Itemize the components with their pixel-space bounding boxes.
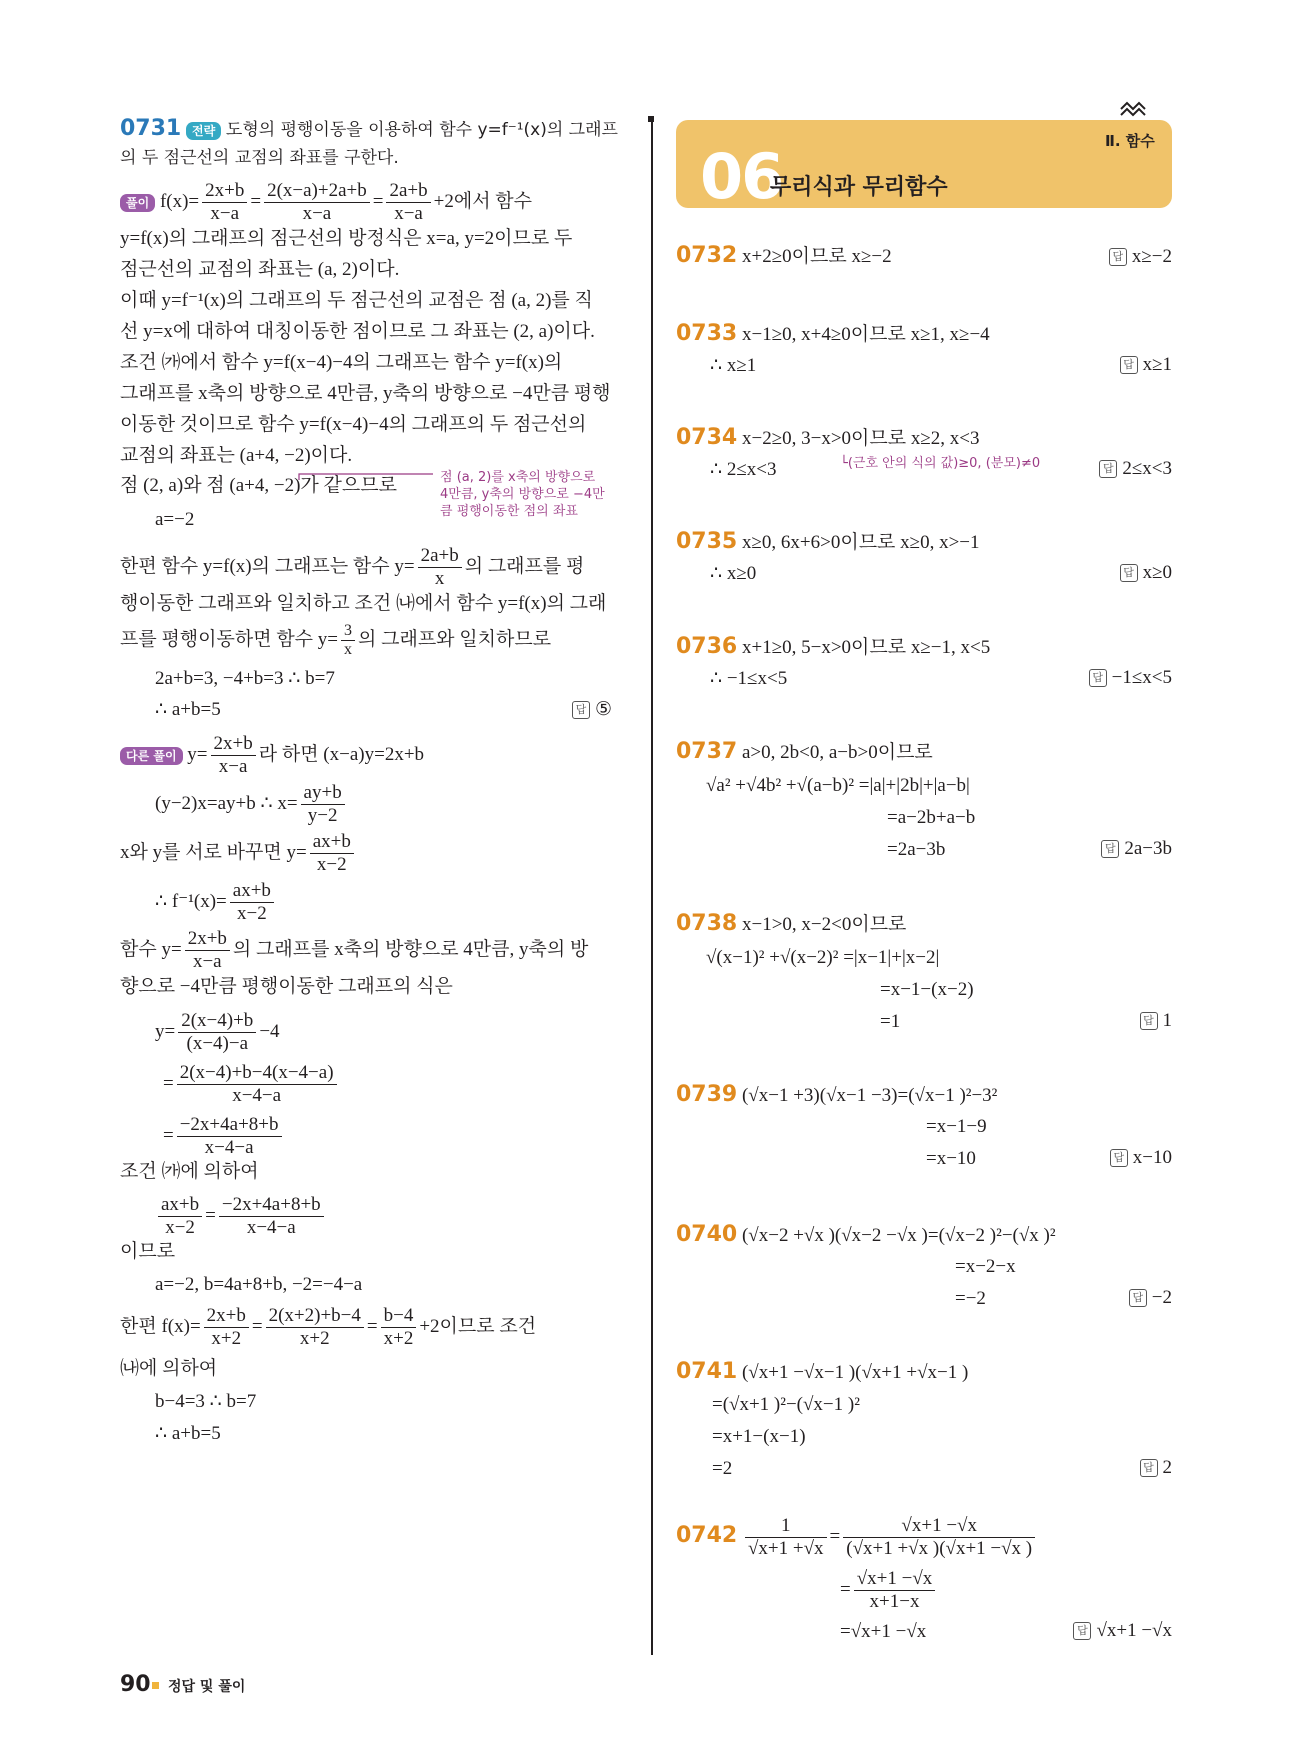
problem-number: 0737 [676, 739, 738, 764]
solution-line: y=f(x)의 그래프의 점근선의 방정식은 x=a, y=2이므로 두 [120, 228, 573, 249]
fraction: $\frac{ax+b}{x-2}$ [230, 880, 274, 925]
solution-line: ∴ x≥1 [710, 355, 757, 376]
problem-number: 0736 [676, 634, 738, 659]
problem-number: 0740 [676, 1222, 738, 1247]
solution-line: √(x−1)² +√(x−2)² =|x−1|+|x−2| [706, 947, 940, 968]
chevron-double-up-icon [1118, 100, 1148, 118]
alt-solution-tag: 다른 풀이 [120, 747, 183, 765]
column-divider [651, 117, 653, 1655]
problem-number: 0734 [676, 425, 738, 450]
solution-line: x−1≥0, x+4≥0이므로 x≥1, x≥−4 [741, 324, 990, 345]
answer: 답 x≥1 [1120, 354, 1172, 376]
text: f(x)= [159, 190, 200, 212]
answer-icon: 답 [572, 701, 590, 719]
fraction: $\frac{2x+b}{x-a}$ [185, 928, 230, 973]
margin-note: └(근호 안의 식의 값)≥0, (분모)≠0 [840, 456, 1041, 471]
solution-line: ∴ 2≤x<3 [710, 459, 777, 480]
solution-line: (√x−1 +3)(√x−1 −3)=(√x−1 )²−3² [741, 1085, 998, 1106]
solution-line: =−2 [955, 1288, 986, 1309]
solution-line: x−1>0, x−2<0이므로 [741, 914, 907, 935]
strategy-tag: 전략 [186, 122, 221, 140]
solution-line: 향으로 −4만큼 평행이동한 그래프의 식은 [120, 976, 453, 997]
fraction: $\frac{2(x-a)+2a+b}{x-a}$ [264, 180, 370, 225]
problem-number: 0732 [676, 243, 738, 268]
answer-icon: 답 [1140, 1012, 1158, 1030]
solution-line: ㈏에 의하여 [120, 1358, 218, 1379]
problem-number: 0735 [676, 529, 738, 554]
answer-icon: 답 [1129, 1289, 1147, 1307]
answer-icon: 답 [1089, 669, 1107, 687]
fraction: $\frac{ax+b}{x-2}$ [158, 1194, 202, 1239]
fraction: $\frac{2x+b}{x+2}$ [204, 1305, 249, 1350]
answer-icon: 답 [1110, 1149, 1128, 1167]
page-number: 90 [120, 1672, 151, 1697]
fraction: $\frac{ax+b}{x-2}$ [310, 831, 354, 876]
answer-icon: 답 [1140, 1459, 1158, 1477]
footer-square [152, 1682, 159, 1689]
answer: 답 ⑤ [572, 698, 612, 721]
solution-line: =(√x+1 )²−(√x−1 )² [712, 1394, 860, 1415]
note-pointer [297, 470, 437, 482]
solution-line: ∴ x≥0 [710, 563, 757, 584]
strategy-text: 도형의 평행이동을 이용하여 함수 y=f⁻¹(x)의 그래프 [225, 120, 618, 140]
solution-line: 그래프를 x축의 방향으로 4만큼, y축의 방향으로 −4만큼 평행 [120, 383, 611, 404]
solution-line: 선 y=x에 대하여 대칭이동한 점이므로 그 좌표는 (2, a)이다. [120, 321, 595, 342]
fraction: $\frac{-2x+4a+8+b}{x-4-a}$ [219, 1194, 324, 1239]
answer-icon: 답 [1109, 248, 1127, 266]
solution-line: =a−2b+a−b [887, 807, 976, 828]
solution-line: ∴ −1≤x<5 [710, 668, 788, 689]
solution-line: a>0, 2b<0, a−b>0이므로 [741, 742, 933, 763]
solution-line: x+1≥0, 5−x>0이므로 x≥−1, x<5 [741, 637, 991, 658]
solution-line: a=−2 [155, 509, 195, 530]
solution-line: =x−1−9 [926, 1116, 987, 1137]
solution-line: =√x+1 −√x [840, 1621, 927, 1642]
strategy-text: 의 두 점근선의 교점의 좌표를 구한다. [120, 148, 399, 168]
answer: 답 −1≤x<5 [1089, 667, 1172, 689]
section-label: Ⅱ. 함수 [1105, 132, 1155, 150]
fraction: $\frac{b-4}{x+2}$ [381, 1305, 417, 1350]
solution-line: 이므로 [120, 1241, 176, 1262]
fraction: $\frac{√x+1 -√x}{(√x+1 +√x )(√x+1 -√x )}$ [843, 1515, 1035, 1560]
problem-number: 0739 [676, 1082, 738, 1107]
answer: 답 √x+1 −√x [1073, 1620, 1172, 1642]
solution-tag: 풀이 [120, 194, 155, 212]
text: 의 그래프를 평 [464, 555, 585, 577]
answer: 답 x≥0 [1120, 562, 1172, 584]
solution-line: =x+1−(x−1) [712, 1426, 806, 1447]
fraction: $\frac{2a+b}{x-a}$ [386, 180, 430, 225]
answer-icon: 답 [1120, 564, 1138, 582]
answer-icon: 답 [1099, 460, 1117, 478]
solution-line: ∴ a+b=5 [155, 699, 221, 720]
answer: 답 −2 [1129, 1287, 1172, 1309]
fraction: $\frac{2(x-4)+b-4(x-4-a)}{x-4-a}$ [177, 1062, 337, 1107]
text: 의 그래프와 일치하므로 [358, 628, 552, 650]
solution-line: √a² +√4b² +√(a−b)² =|a|+|2b|+|a−b| [706, 775, 970, 796]
solution-line: 교점의 좌표는 (a+4, −2)이다. [120, 445, 353, 466]
chapter-title: 무리식과 무리함수 [770, 175, 948, 200]
solution-line: 이동한 것이므로 함수 y=f(x−4)−4의 그래프의 두 점근선의 [120, 414, 587, 435]
solution-line: 2a+b=3, −4+b=3 ∴ b=7 [155, 668, 335, 689]
answer: 답 2 [1140, 1457, 1173, 1479]
solution-line: b−4=3 ∴ b=7 [155, 1391, 257, 1412]
solution-line: =2 [712, 1458, 733, 1479]
solution-line: ∴ a+b=5 [155, 1423, 221, 1444]
solution-line: =1 [880, 1011, 901, 1032]
fraction: $\frac{2(x-4)+b}{(x-4)-a}$ [178, 1010, 256, 1055]
solution-line: x−2≥0, 3−x>0이므로 x≥2, x<3 [741, 428, 980, 449]
margin-note: 점 (a, 2)를 x축의 방향으로 4만큼, y축의 방향으로 −4만 큼 평행이동한 점의 좌표 [440, 470, 605, 519]
solution-line: x≥0, 6x+6>0이므로 x≥0, x>−1 [741, 532, 980, 553]
solution-line: 이때 y=f⁻¹(x)의 그래프의 두 점근선의 교점은 점 (a, 2)를 직 [120, 290, 593, 311]
problem-number: 0731 [120, 116, 182, 141]
problem-number: 0741 [676, 1359, 738, 1384]
chapter-number: 06 [700, 140, 783, 213]
answer-icon: 답 [1101, 840, 1119, 858]
solution-line: 점 (2, a)와 점 (a+4, −2)가 같으므로 [120, 475, 397, 496]
answer: 답 1 [1140, 1010, 1173, 1032]
fraction: $\frac{3}{x}$ [341, 622, 355, 659]
divider-dot [648, 116, 654, 122]
fraction: $\frac{2x+b}{x-a}$ [211, 733, 256, 778]
answer-icon: 답 [1073, 1622, 1091, 1640]
solution-line: (√x−2 +√x )(√x−2 −√x )=(√x−2 )²−(√x )² [741, 1225, 1056, 1246]
fraction: $\frac{2x+b}{x-a}$ [202, 180, 247, 225]
fraction: $\frac{-2x+4a+8+b}{x-4-a}$ [177, 1114, 282, 1159]
solution-line: =x−1−(x−2) [880, 979, 974, 1000]
footer-label: 정답 및 풀이 [168, 1679, 246, 1695]
solution-line: =2a−3b [887, 839, 946, 860]
answer: 답 2a−3b [1101, 838, 1172, 860]
solution-line: 조건 ㈎에 의하여 [120, 1161, 259, 1182]
problem-number: 0733 [676, 321, 738, 346]
text: 한편 함수 y=f(x)의 그래프는 함수 y= [120, 555, 415, 577]
problem-number: 0738 [676, 911, 738, 936]
solution-line: =x−10 [926, 1148, 976, 1169]
solution-line: x+2≥0이므로 x≥−2 [741, 246, 892, 267]
fraction: $\frac{2a+b}{x}$ [418, 545, 462, 590]
problem-number: 0742 [676, 1522, 738, 1548]
solution-line: 행이동한 그래프와 일치하고 조건 ㈏에서 함수 y=f(x)의 그래 [120, 593, 607, 614]
text: +2에서 함수 [433, 190, 533, 212]
answer-icon: 답 [1120, 356, 1138, 374]
fraction: $\frac{1}{√x+1 +√x}$ [745, 1515, 827, 1560]
fraction: $\frac{√x+1 -√x}{x+1-x}$ [854, 1568, 936, 1613]
text: 프를 평행이동하면 함수 y= [120, 628, 339, 650]
solution-line: 점근선의 교점의 좌표는 (a, 2)이다. [120, 259, 400, 280]
solution-line: a=−2, b=4a+8+b, −2=−4−a [155, 1274, 363, 1295]
fraction: $\frac{ay+b}{y-2}$ [301, 782, 345, 827]
answer: 답 x−10 [1110, 1147, 1172, 1169]
fraction: $\frac{2(x+2)+b-4}{x+2}$ [266, 1305, 364, 1350]
solution-line: (√x+1 −√x−1 )(√x+1 +√x−1 ) [741, 1362, 969, 1383]
answer: 답 2≤x<3 [1099, 458, 1172, 480]
solution-line: =x−2−x [955, 1256, 1016, 1277]
solution-line: 조건 ㈎에서 함수 y=f(x−4)−4의 그래프는 함수 y=f(x)의 [120, 352, 563, 373]
answer: 답 x≥−2 [1109, 246, 1172, 268]
